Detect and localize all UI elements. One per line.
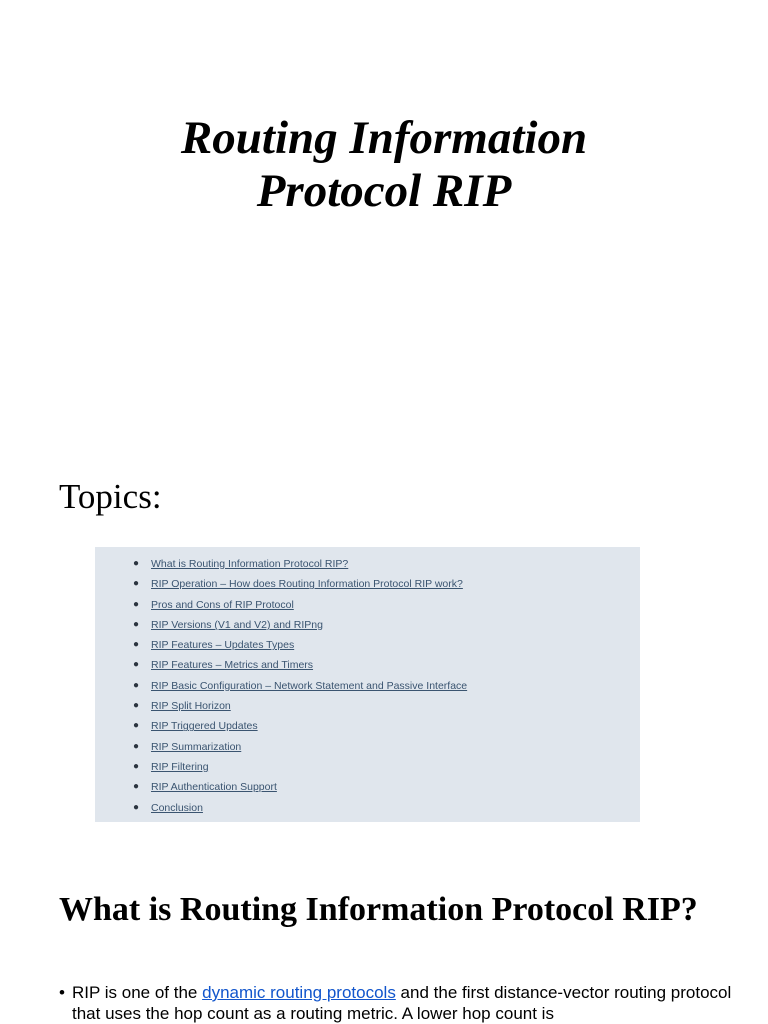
section-heading: What is Routing Information Protocol RIP? <box>59 891 698 928</box>
bullet-icon: ● <box>133 598 140 610</box>
toc-link-metrics-and-timers[interactable]: RIP Features – Metrics and Timers <box>151 659 314 672</box>
bullet-icon: ● <box>133 801 140 813</box>
page-title-line-1: Routing Information <box>180 112 588 164</box>
toc-item <box>95 757 640 777</box>
toc-link-updates-types[interactable]: RIP Features – Updates Types <box>151 639 295 652</box>
bullet-icon: ● <box>133 720 140 732</box>
bullet-icon: ● <box>133 659 140 671</box>
toc-item <box>95 777 640 797</box>
toc-link-split-horizon[interactable]: RIP Split Horizon <box>151 700 231 713</box>
toc-link-basic-configuration[interactable]: RIP Basic Configuration – Network Statement and Passive Interface <box>151 679 468 692</box>
toc-link-rip-operation[interactable]: RIP Operation – How does Routing Information Protocol RIP work? <box>151 578 463 591</box>
page-title-line-2: Protocol RIP <box>256 165 512 217</box>
toc-link-triggered-updates[interactable]: RIP Triggered Updates <box>151 720 258 733</box>
topics-heading: Topics: <box>59 477 162 516</box>
toc-link-rip-versions[interactable]: RIP Versions (V1 and V2) and RIPng <box>151 618 323 631</box>
toc-item <box>95 798 640 818</box>
dynamic-routing-protocols-link[interactable]: dynamic routing protocols <box>202 983 396 1002</box>
toc-link-authentication-support[interactable]: RIP Authentication Support <box>151 781 277 794</box>
bullet-icon: ● <box>133 639 140 651</box>
toc-item <box>95 574 640 594</box>
bullet-icon: ● <box>133 578 140 590</box>
toc-item <box>95 554 640 574</box>
toc-item <box>95 595 640 615</box>
bullet-icon: ● <box>133 740 140 752</box>
bullet-icon: ● <box>133 760 140 772</box>
toc-link-conclusion[interactable]: Conclusion <box>151 801 203 814</box>
toc-link-summarization[interactable]: RIP Summarization <box>151 740 242 753</box>
page-title <box>0 112 768 218</box>
toc-link-what-is-rip[interactable]: What is Routing Information Protocol RIP? <box>151 558 349 570</box>
toc-list <box>95 554 640 818</box>
bullet-icon: ● <box>133 558 140 569</box>
bullet-icon: • <box>59 983 65 1002</box>
toc-link-pros-and-cons[interactable]: Pros and Cons of RIP Protocol <box>151 598 294 611</box>
toc-item <box>95 737 640 757</box>
toc-item <box>95 635 640 655</box>
bullet-icon: ● <box>133 618 140 630</box>
list-item <box>59 982 749 1024</box>
toc-link-filtering[interactable]: RIP Filtering <box>151 760 209 773</box>
bullet-icon: ● <box>133 679 140 691</box>
toc-item <box>95 655 640 675</box>
paragraph-text-start: RIP is one of the <box>72 983 203 1002</box>
table-of-contents <box>95 547 640 822</box>
toc-item <box>95 716 640 736</box>
bullet-icon: ● <box>133 700 140 712</box>
toc-item <box>95 696 640 716</box>
toc-item <box>95 615 640 635</box>
toc-item <box>95 676 640 696</box>
paragraph-text-end: and the first distance-vector routing protocol that uses the hop count as a routing metric. A lower hop count is <box>72 983 732 1023</box>
bullet-icon: ● <box>133 781 140 793</box>
body-bullet-list <box>59 982 749 1024</box>
